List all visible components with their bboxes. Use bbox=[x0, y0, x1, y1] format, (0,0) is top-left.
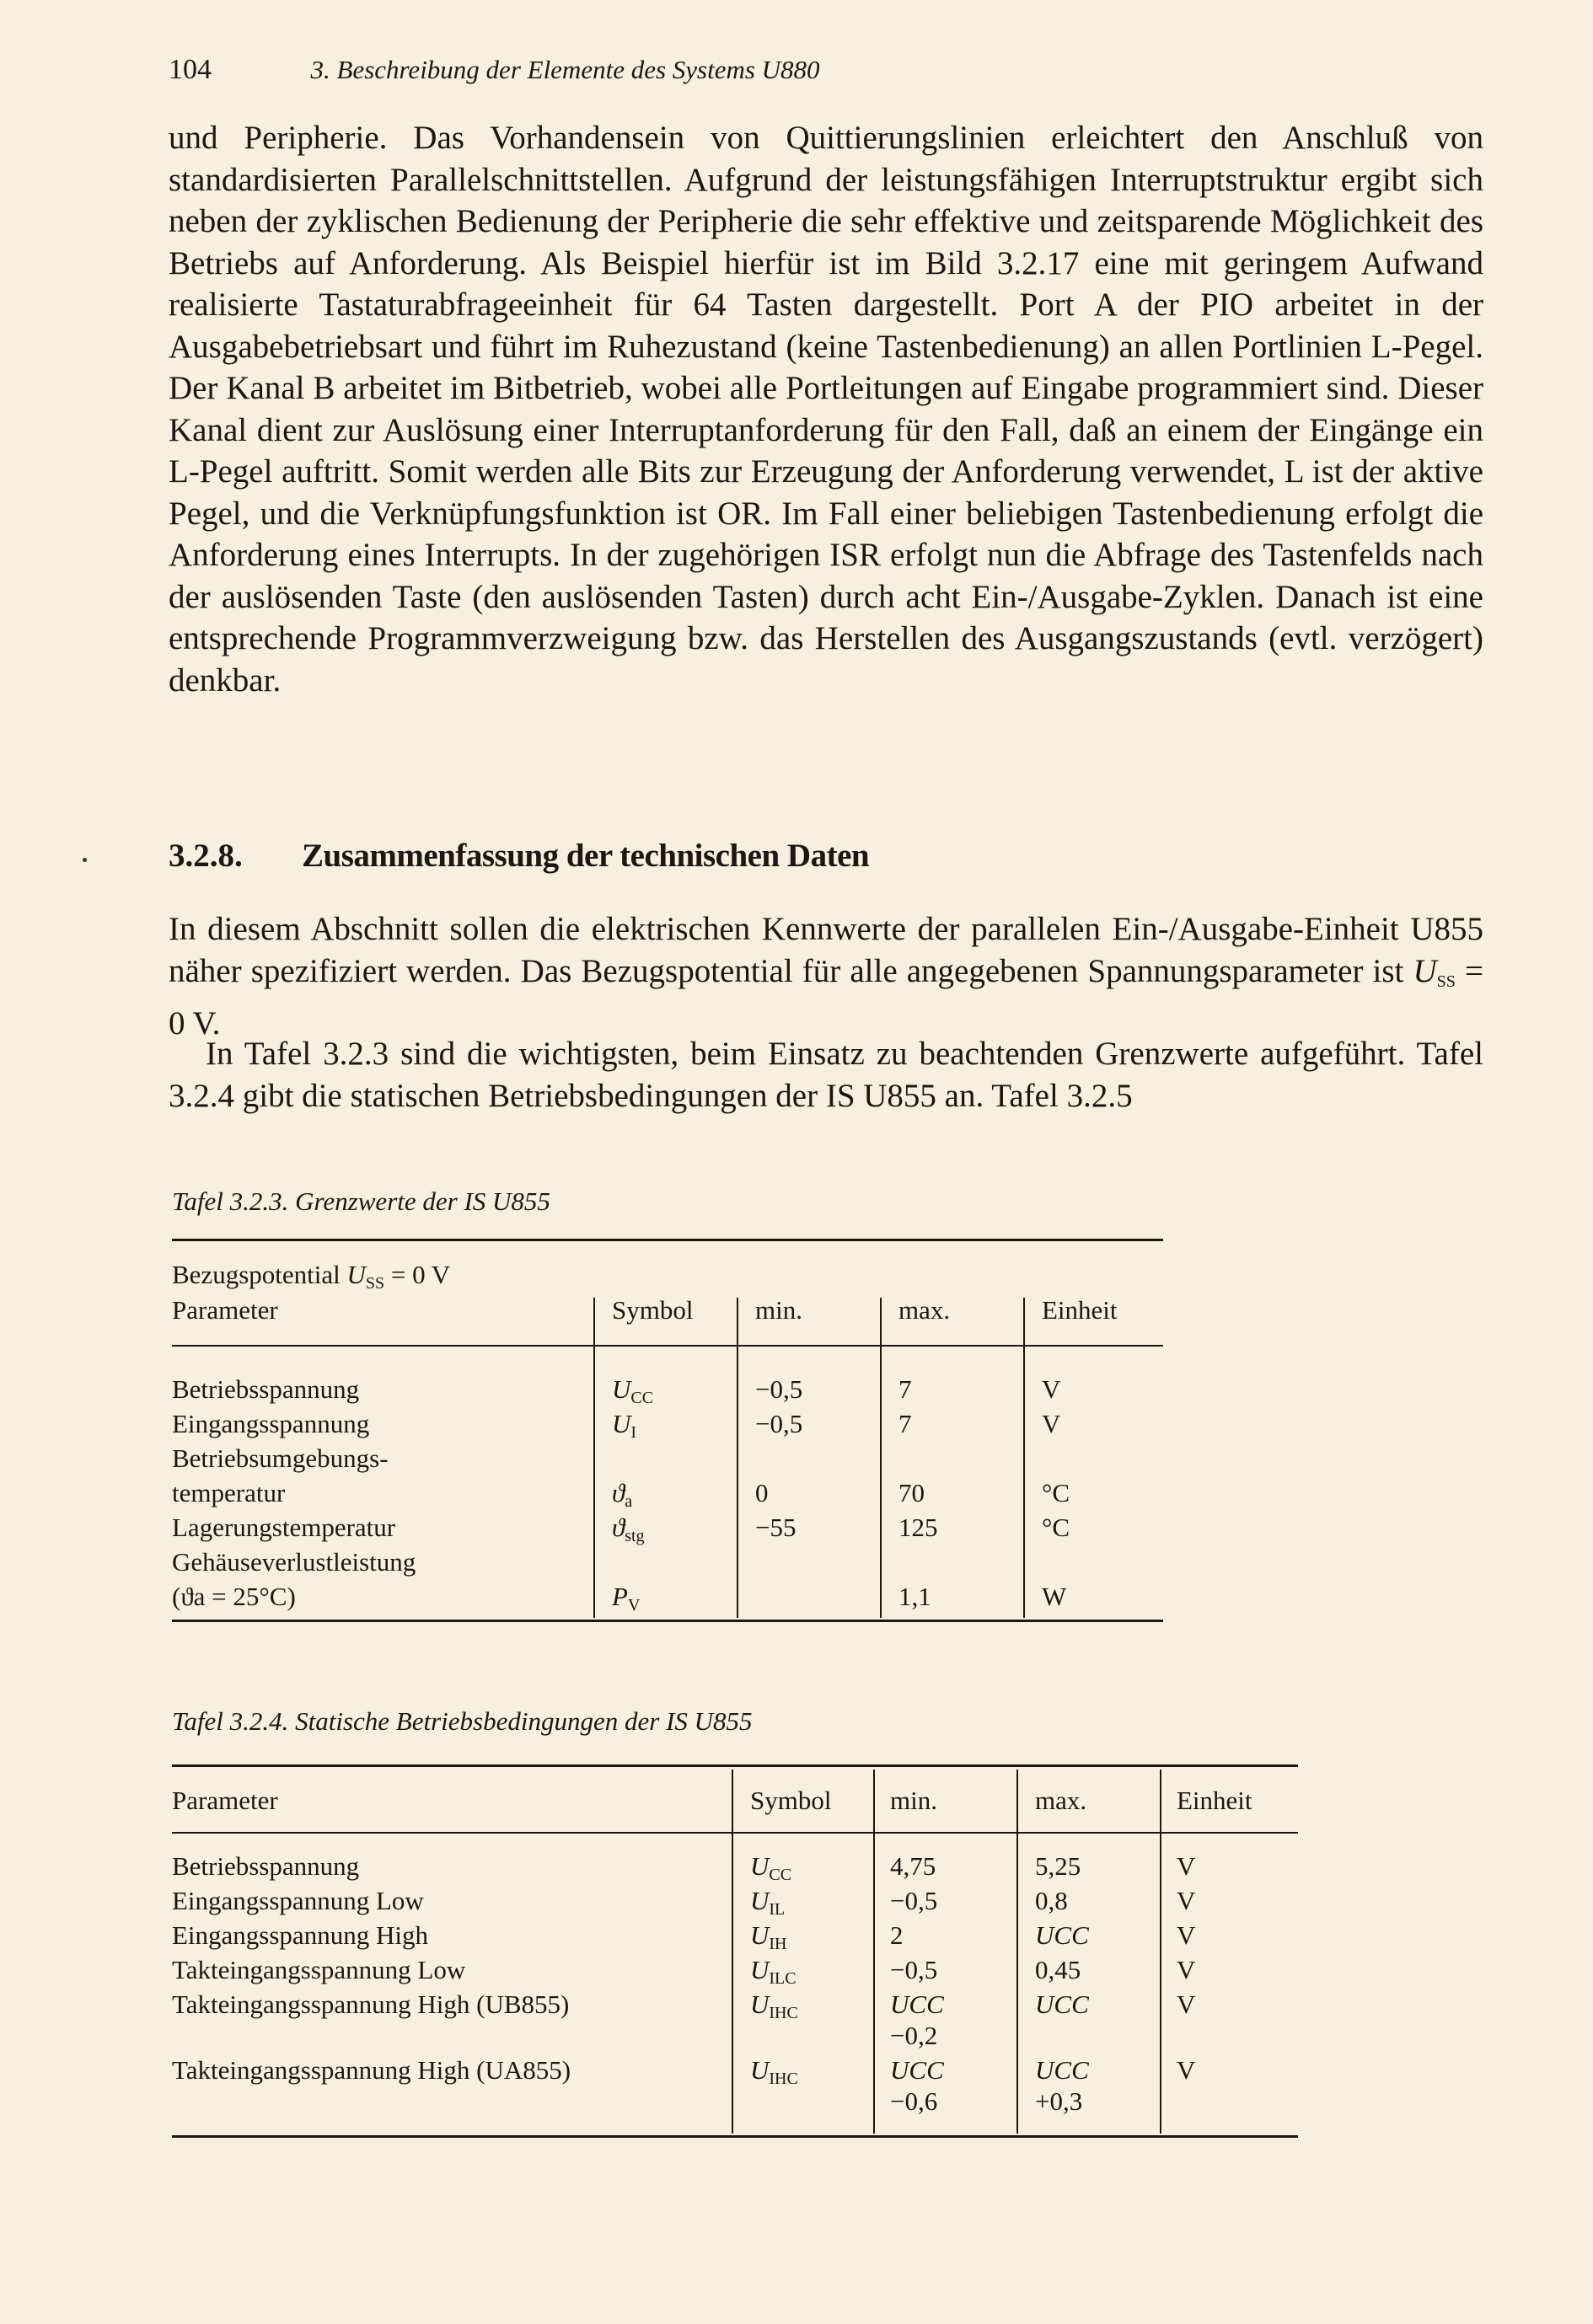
min-cell: UCC bbox=[890, 1989, 944, 2019]
param-cell: Takteingangsspannung High (UA855) bbox=[172, 2055, 571, 2085]
min-cell: 0 bbox=[755, 1478, 769, 1507]
table-row bbox=[172, 2084, 1298, 2118]
running-title: 3. Beschreibung der Elemente des Systems U880 bbox=[310, 55, 820, 84]
symbol-sub: IHC bbox=[769, 2070, 798, 2088]
symbol-sub: IL bbox=[769, 1900, 786, 1919]
unit-cell: °C bbox=[1042, 1513, 1070, 1542]
table1-caption: Tafel 3.2.3. Grenzwerte der IS U855 bbox=[172, 1186, 550, 1216]
symbol-letter: U bbox=[612, 1409, 631, 1438]
table-row bbox=[172, 1987, 1298, 2021]
bezug-label: Bezugspotential bbox=[172, 1260, 347, 1289]
param-cell: Eingangsspannung bbox=[172, 1409, 370, 1438]
min-cell: −0,5 bbox=[755, 1374, 803, 1404]
min-cell: −0,5 bbox=[890, 1886, 938, 1915]
table-row bbox=[172, 1475, 1163, 1510]
table-row bbox=[172, 1918, 1298, 1952]
table1-header-row bbox=[172, 1293, 1163, 1327]
max-cell: UCC bbox=[1035, 1989, 1089, 2019]
table2-header-min: min. bbox=[890, 1786, 937, 1815]
table1-header-min: min. bbox=[755, 1295, 802, 1325]
table-row bbox=[172, 1883, 1298, 1918]
table1-header-symbol: Symbol bbox=[612, 1295, 694, 1325]
table1-header-max: max. bbox=[898, 1295, 951, 1325]
table-row bbox=[172, 1406, 1163, 1441]
param-cell: (ϑa = 25°C) bbox=[172, 1582, 296, 1611]
min-cell: 4,75 bbox=[890, 1851, 936, 1881]
table1 bbox=[172, 1239, 1163, 1626]
symbol-sub: I bbox=[630, 1423, 637, 1442]
symbol-letter: U bbox=[612, 1374, 631, 1404]
table-row bbox=[172, 1849, 1298, 1883]
param-cell: Takteingangsspannung High (UB855) bbox=[172, 1989, 570, 2019]
unit-cell: V bbox=[1042, 1374, 1061, 1404]
max-cell: +0,3 bbox=[1035, 2086, 1083, 2116]
page-number: 104 bbox=[169, 54, 212, 85]
body-paragraph-2 bbox=[169, 908, 1483, 1045]
page-header bbox=[169, 54, 820, 86]
paragraph-2-text: In diesem Abschnitt sollen die elektrischen Kennwerte der parallelen Ein-/Ausgabe-Einheit U855 näher spezifiziert werden. Das Bezugspotential für alle angegebenen Spannungsparameter ist bbox=[169, 911, 1483, 989]
symbol-sub: CC bbox=[630, 1389, 654, 1407]
bezug-symbol: U bbox=[346, 1260, 366, 1289]
param-cell: Gehäuseverlustleistung bbox=[172, 1547, 416, 1577]
paragraph-2-tail: = 0 V. bbox=[169, 952, 1483, 1042]
symbol-letter: U bbox=[750, 1886, 770, 1915]
min-cell: −55 bbox=[755, 1513, 796, 1542]
table2-top-rule bbox=[172, 1764, 1298, 1767]
symbol-letter: U bbox=[750, 2055, 770, 2085]
symbol-letter: ϑ bbox=[612, 1478, 625, 1507]
max-cell: 1,1 bbox=[898, 1582, 931, 1611]
body-paragraph-3: In Tafel 3.2.3 sind die wichtigsten, beim Einsatz zu beachtenden Grenzwerte aufgeführt. Tafel 3.2.4 gibt die statischen Betriebsbedingungen der IS U855 an. Tafel 3.2.5 bbox=[169, 1036, 1483, 1114]
unit-cell: V bbox=[1177, 1886, 1196, 1915]
symbol-sub: CC bbox=[769, 1866, 792, 1884]
symbol-letter: P bbox=[612, 1582, 628, 1611]
unit-cell: V bbox=[1042, 1409, 1061, 1438]
bezug-tail: = 0 V bbox=[384, 1260, 451, 1289]
table-row bbox=[172, 1441, 1163, 1475]
margin-dot bbox=[83, 858, 87, 862]
max-cell: 70 bbox=[898, 1478, 925, 1507]
param-cell: Betriebsspannung bbox=[172, 1374, 360, 1404]
table-row bbox=[172, 2018, 1298, 2053]
symbol-letter: U bbox=[750, 1989, 770, 2019]
symbol-sub: IHC bbox=[769, 2004, 798, 2022]
unit-cell: V bbox=[1177, 1920, 1196, 1950]
min-cell: −0,5 bbox=[755, 1409, 803, 1438]
max-cell: 125 bbox=[898, 1513, 938, 1542]
uss-symbol: U bbox=[1413, 952, 1437, 989]
table-row bbox=[172, 1510, 1163, 1545]
param-cell: Lagerungstemperatur bbox=[172, 1513, 396, 1542]
max-cell: 0,45 bbox=[1035, 1955, 1081, 1984]
symbol-letter: ϑ bbox=[612, 1513, 625, 1542]
unit-cell: °C bbox=[1042, 1478, 1070, 1507]
table-row bbox=[172, 2053, 1298, 2087]
max-cell: UCC bbox=[1035, 2055, 1089, 2085]
max-cell: 7 bbox=[898, 1409, 912, 1438]
table2-header-parameter: Parameter bbox=[172, 1786, 278, 1815]
section-title: Zusammenfassung der technischen Daten bbox=[302, 838, 870, 874]
symbol-cell bbox=[612, 1579, 640, 1623]
symbol-sub: ILC bbox=[769, 1969, 796, 1988]
param-cell: Betriebsspannung bbox=[172, 1851, 360, 1881]
table-row bbox=[172, 1952, 1298, 1987]
max-cell: 7 bbox=[898, 1374, 912, 1404]
unit-cell: V bbox=[1177, 1851, 1196, 1881]
min-cell: −0,6 bbox=[890, 2086, 938, 2116]
symbol-sub: V bbox=[627, 1596, 641, 1614]
unit-cell: W bbox=[1042, 1582, 1067, 1611]
table1-header-unit: Einheit bbox=[1042, 1295, 1118, 1325]
param-cell: temperatur bbox=[172, 1478, 286, 1507]
table1-header-parameter: Parameter bbox=[172, 1295, 278, 1325]
symbol-sub: IH bbox=[769, 1935, 787, 1953]
table2-header-unit: Einheit bbox=[1177, 1786, 1252, 1815]
param-cell: Eingangsspannung High bbox=[172, 1920, 428, 1950]
symbol-letter: U bbox=[750, 1920, 770, 1950]
min-cell: −0,5 bbox=[890, 1955, 938, 1984]
section-number: 3.2.8. bbox=[169, 838, 243, 874]
table-row bbox=[172, 1372, 1163, 1406]
table2 bbox=[172, 1764, 1298, 2144]
unit-cell: V bbox=[1177, 2055, 1196, 2085]
symbol-sub: a bbox=[625, 1492, 633, 1511]
max-cell: 5,25 bbox=[1035, 1851, 1081, 1881]
max-cell: 0,8 bbox=[1035, 1886, 1068, 1915]
unit-cell: V bbox=[1177, 1989, 1196, 2019]
table2-caption: Tafel 3.2.4. Statische Betriebsbedingungen der IS U855 bbox=[172, 1706, 753, 1736]
param-cell: Takteingangsspannung Low bbox=[172, 1955, 466, 1984]
bezug-sub: SS bbox=[365, 1274, 385, 1293]
unit-cell: V bbox=[1177, 1955, 1196, 1984]
symbol-letter: U bbox=[750, 1955, 770, 1984]
param-cell: Eingangsspannung Low bbox=[172, 1886, 424, 1915]
table2-header-max: max. bbox=[1035, 1786, 1087, 1815]
table-row bbox=[172, 1579, 1163, 1614]
min-cell: UCC bbox=[890, 2055, 944, 2085]
uss-subscript: SS bbox=[1436, 972, 1456, 991]
table1-header-rule bbox=[172, 1345, 1163, 1347]
min-cell: −0,2 bbox=[890, 2021, 938, 2050]
table2-header-symbol: Symbol bbox=[750, 1786, 832, 1815]
table2-bottom-rule bbox=[172, 2135, 1298, 2138]
table-row bbox=[172, 1545, 1163, 1579]
table2-header-row bbox=[172, 1783, 1298, 1818]
table1-top-rule bbox=[172, 1239, 1163, 1241]
param-cell: Betriebsumgebungs- bbox=[172, 1443, 389, 1473]
max-cell: UCC bbox=[1035, 1920, 1089, 1950]
min-cell: 2 bbox=[890, 1920, 904, 1950]
table2-header-rule bbox=[172, 1832, 1298, 1834]
symbol-sub: stg bbox=[625, 1527, 645, 1545]
symbol-letter: U bbox=[750, 1851, 770, 1881]
table1-bottom-rule bbox=[172, 1620, 1163, 1622]
body-paragraph-1: und Peripherie. Das Vorhandensein von Quittierungslinien erleichtert den Anschluß von standardisierten Parallelschnittstellen. Aufgrund der leistungsfähigen Interruptstruktur ergibt sich neben der zyklischen Bedienung der Peripherie die sehr effektive und zeitsparende Möglichkeit des Betriebs auf Anforderung. Als Beispiel hierfür ist im Bild 3.2.17 eine mit geringem Aufwand realisierte Tastaturabfrageeinheit für 64 Tasten dargestellt. Port A der PIO arbeitet in der Ausgabebetriebsart und führt im Ruhezustand (keine Tastenbedienung) an allen Portlinien L-Pegel. Der Kanal B arbeitet im Bitbetrieb, wobei alle Portleitungen auf Eingabe programmiert sind. Dieser Kanal dient zur Auslösung einer Interruptanforderung für den Fall, daß an einem der Eingänge ein L-Pegel auftritt. Somit werden alle Bits zur Erzeugung der Anforderung verwendet, L ist der aktive Pegel, und die Verknüpfungsfunktion ist OR. Im Fall einer beliebigen Tastenbedienung erfolgt die Anforderung eines Interrupts. In der zugehörigen ISR erfolgt nun die Abfrage des Tastenfelds nach der auslösenden Taste (den auslösenden Tasten) durch acht Ein-/Ausgabe-Zyklen. Danach ist eine entsprechende Programmverzweigung bzw. das Herstellen des Ausgangszustands (evtl. verzögert) denkbar. bbox=[169, 120, 1483, 699]
